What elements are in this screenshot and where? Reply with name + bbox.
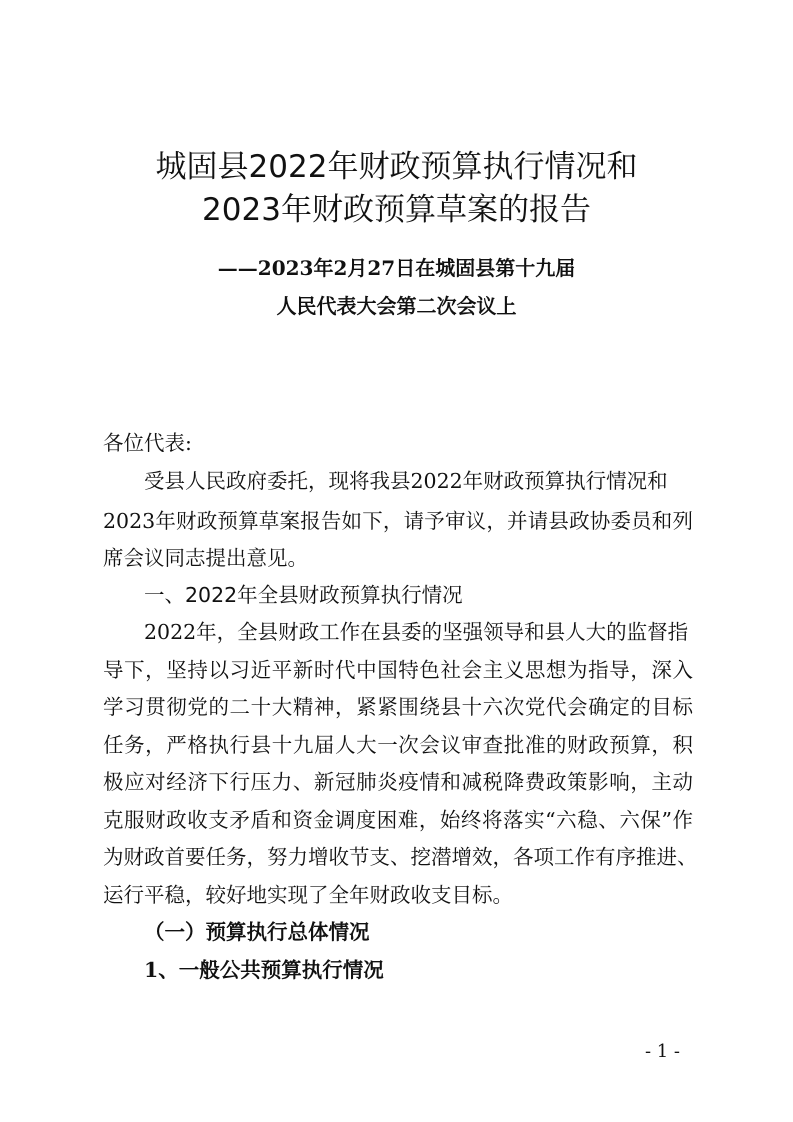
report-title-line-2: 2023年财政预算草案的报告 [202, 192, 591, 228]
intro-line: 2023年财政预算草案报告如下，请予审议，并请县政协委员和列 [103, 509, 693, 533]
report-title-line-1: 城固县2022年财政预算执行情况和 [155, 149, 638, 185]
paragraph-line: 为财政首要任务，努力增收节支、挖潜增效，各项工作有序推进、 [103, 845, 698, 869]
intro-line: 席会议同志提出意见。 [103, 546, 308, 570]
paragraph-line: 学习贯彻党的二十大精神，紧紧围绕县十六次党代会确定的目标 [103, 695, 693, 719]
paragraph-line: 导下，坚持以习近平新时代中国特色社会主义思想为指导，深入 [103, 658, 693, 682]
report-subtitle-line-2: 人民代表大会第二次会议上 [276, 294, 517, 318]
section-heading: 一、2022年全县财政预算执行情况 [144, 583, 463, 607]
paragraph-line: 2022年，全县财政工作在县委的坚强领导和县人大的监督指 [144, 620, 689, 644]
paragraph-line: 任务，严格执行县十九届人大一次会议审查批准的财政预算，积 [103, 733, 693, 757]
subsection-item-heading: 1、一般公共预算执行情况 [144, 958, 384, 982]
salutation: 各位代表: [103, 431, 192, 455]
page-number: - 1 - [644, 1041, 680, 1062]
paragraph-line: 极应对经济下行压力、新冠肺炎疫情和减税降费政策影响，主动 [103, 770, 693, 794]
paragraph-line: 运行平稳，较好地实现了全年财政收支目标。 [103, 883, 513, 907]
paragraph-line: 克服财政收支矛盾和资金调度困难，始终将落实“六稳、六保”作 [103, 808, 693, 832]
intro-line: 受县人民政府委托，现将我县2022年财政预算执行情况和 [144, 469, 668, 493]
report-subtitle-line-1: ——2023年2月27日在城固县第十九届 [217, 256, 576, 280]
subsection-heading: （一）预算执行总体情况 [144, 920, 370, 944]
